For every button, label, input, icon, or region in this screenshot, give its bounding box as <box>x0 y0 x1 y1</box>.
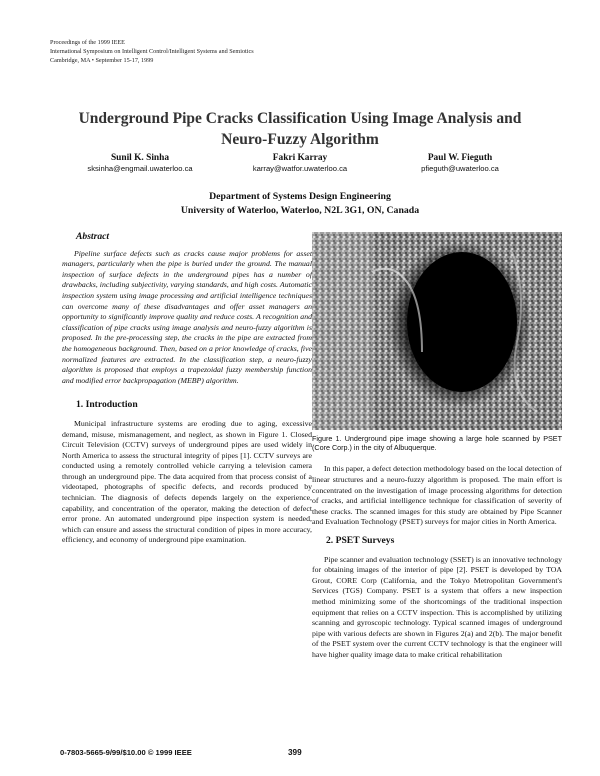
author-block <box>40 152 560 192</box>
figure-1-image <box>312 232 562 430</box>
affiliation <box>40 190 560 218</box>
figure-1-caption: Figure 1. Underground pipe image showing a large hole scanned by PSET (Core Corp.) in the city of Albuquerque. <box>312 434 562 453</box>
page-number: 399 <box>288 748 302 757</box>
author-email: karray@watfor.uwaterloo.ca <box>252 164 348 173</box>
header-line-1: Proceedings of the 1999 IEEE <box>50 39 125 46</box>
section-2-text: Pipe scanner and evaluation technology (SSET) is an innovative technology for obtaining images of the interior of pipe [2]. PSET is developed by TOA Grout, CORE Corp (California, and the Tokyo Metropolitan Government's Services (TGS) Company. PSET is a system that offers a new inspection method minimizing some of the shortcomings of the traditional inspection equipment that relies on a CCTV inspection. This is accomplished by utilizing scanning and gyroscopic technology. Typical scanned images of underground pipe with various defects are shown in Figures 2(a) and 2(b). The major benefit of the PSET system over the current CCTV technology is that the engineer will have higher quality image data to make critical rehabilitation <box>312 554 562 659</box>
section-2-heading: 2. PSET Surveys <box>326 534 395 546</box>
author-name: Sunil K. Sinha <box>110 153 170 163</box>
pipe-scan-image <box>312 232 562 430</box>
right-column <box>312 232 562 669</box>
isbn-line: 0-7803-5665-9/99/$10.00 © 1999 IEEE <box>60 748 192 757</box>
abstract-text: Pipeline surface defects such as cracks cause major problems for asset managers, particularly when the pipe is buried under the ground. The manual inspection of surface defects in the underground pipes has a number of drawbacks, including subjectivity, varying standards, and high costs. Automatic inspection system using image processing and artificial intelligence techniques can overcome many of these disadvantages and offer asset managers an opportunity to significantly improve quality and reduce costs. A recognition and classification of pipe cracks using image analysis and neuro-fuzzy algorithm is proposed. In the pre-processing step, the cracks in the pipe are extracted from the homogeneous background. Then, based on a prior knowledge of cracks, five normalized features are extracted. In the classification step, a neuro-fuzzy algorithm is proposed that employs a trapezoidal fuzzy membership function and modified error backpropagation (MEBP) algorithm. <box>62 248 312 385</box>
header-line-2: International Symposium on Intelligent Control/Intelligent Systems and Semiotics <box>50 48 254 55</box>
author-2 <box>225 152 375 174</box>
author-email: sksinha@engmail.uwaterloo.ca <box>87 164 193 173</box>
proceedings-header <box>50 38 254 65</box>
author-name: Fakri Karray <box>272 153 328 163</box>
abstract-heading: Abstract <box>76 231 110 242</box>
section-1-heading: 1. Introduction <box>76 399 138 411</box>
section-1-text: Municipal infrastructure systems are eroding due to aging, excessive demand, misuse, mismanagement, and neglect, as shown in Figure 1. Closed Circuit Television (CCTV) surveys of underground pipes are used widely in North America to assess the structural integrity of pipes [1]. CCTV surveys are conducted using a remotely controlled vehicle carrying a television camera through an underground pipe. The data acquired from that process consist of a videotaped, photographs of specific defects, and records produced by technician. The diagnosis of defects depends largely on the experience, capability, and concentration of the operator, making the detection of defect error prone. An automated underground pipe inspection system is needed, which can ensure and assess the structural condition of pipes in more accuracy, efficiency, and economy of underground pipe examination. <box>62 418 312 545</box>
title-line-1: Underground Pipe Cracks Classification Using Image Analysis and <box>78 110 522 127</box>
affiliation-line-2: University of Waterloo, Waterloo, N2L 3G1, ON, Canada <box>180 205 420 216</box>
affiliation-line-1: Department of Systems Design Engineering <box>209 191 391 202</box>
author-1 <box>65 152 215 174</box>
left-column <box>62 232 312 554</box>
paper-title <box>40 108 560 150</box>
intro-continued-text: In this paper, a defect detection methodology based on the local detection of linear structures and a neuro-fuzzy algorithm is proposed. The main effort is concentrated on the investigation of image processing algorithms for detection of cracks, and artificial intelligence technique for classification of severity of these cracks. The scanned images for this study are obtained by Pipe Scanner and Evaluation Technology (PSET) surveys for major cities in North America. <box>312 464 562 527</box>
author-email: pfieguth@uwaterloo.ca <box>421 164 499 173</box>
header-line-3: Cambridge, MA • September 15-17, 1999 <box>50 57 154 64</box>
author-name: Paul W. Fieguth <box>427 153 493 163</box>
author-3 <box>385 152 535 174</box>
title-line-2: Neuro-Fuzzy Algorithm <box>221 131 379 148</box>
